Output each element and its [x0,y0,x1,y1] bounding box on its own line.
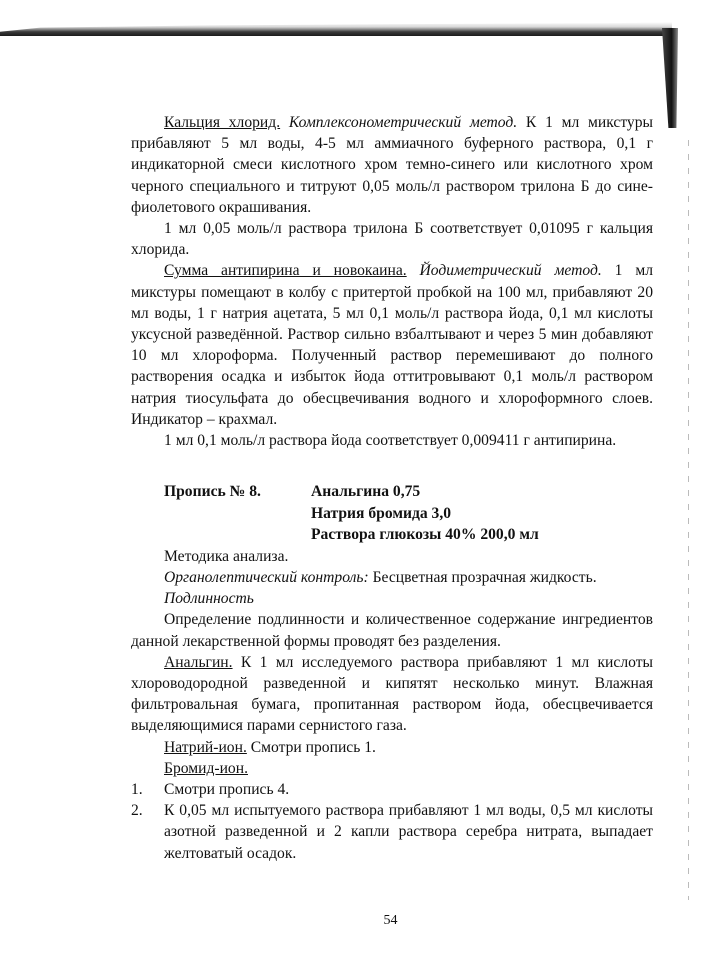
text-antipyrine-procedure: 1 мл микстуры помещают в колбу с притертой пробкой на 100 мл, прибавляют 20 мл воды, 1 г натрия ацетата, 5 мл 0,1 моль/л раствора йода, 0,1 мл кислоты уксусной разведённой. Раствор сильно взбалтывают и через 5 мин добавляют 10 мл хлороформа. Полученный раствор перемешивают до полного растворения осадка и избыток йода оттитровывают 0,1 моль/л раствором натрия тиосульфата до обесцвечивания водного и хлороформного слоев. Индикатор – крахмал. [131,262,653,428]
method-complexometric: Комплексонометрический метод. [288,114,518,131]
heading-calcium-chloride: Кальция хлорид. [164,114,281,131]
ingredient-glucose-solution: Раствора глюкозы 40% 200,0 мл [311,526,539,544]
prescription-label: Пропись № 8. [164,483,261,501]
list-item-text: Смотри пропись 4. [164,780,290,798]
list-item-number: 2. [131,802,143,820]
heading-authenticity: Подлинность [164,590,254,608]
bromide-test-list [131,779,653,864]
heading-bromide-ion: Бромид-ион. [164,759,248,777]
paragraph-organoleptic [131,567,653,588]
paragraph-sodium-ion [131,737,653,758]
paragraph-analgin [131,652,653,737]
heading-analysis-method: Методика анализа. [164,547,289,565]
label-organoleptic: Органолептический контроль: [164,568,369,586]
heading-sodium-ion: Натрий-ион. [164,738,247,756]
scan-edge-right [662,28,678,128]
scan-edge-right-line [688,140,689,900]
heading-analgin: Анальгин. [164,653,233,671]
text-organoleptic: Бесцветная прозрачная жидкость. [368,568,597,586]
text-sodium-ion: Смотри пропись 1. [246,738,376,756]
page-body [131,112,653,864]
page-number: 54 [383,913,398,928]
list-item-number: 1. [131,780,143,798]
list-item [131,779,653,800]
paragraph-antipyrine-novocaine [131,260,653,430]
text-calcium-procedure: К 1 мл микстуры прибавляют 5 мл воды, 4-5 мл аммиачного буферного раствора, 0,1 г индикаторной смеси кислотного хром темно-синего или кислотного хром черного специального и титруют 0,05 моль/л раствором трилона Б до сине-фиолетового окрашивания. [131,114,653,216]
heading-antipyrine-novocaine: Сумма антипирина и новокаина. [164,262,407,280]
paragraph-antipyrine-equivalent: 1 мл 0,1 моль/л раствора йода соответствует 0,009411 г антипирина. [164,432,617,450]
text-analgin: К 1 мл исследуемого раствора прибавляют 1 мл кислоты хлороводородной разведенной и кипятят несколько минут. Влажная фильтровальная бумага, пропитанная раствором йода, обесцвечивается выделяющимися парами сернистого газа. [131,653,653,735]
paragraph-authenticity: Определение подлинности и количественное содержание ингредиентов данной лекарственной формы проводят без разделения. [131,611,653,650]
prescription-block [164,481,653,546]
list-item-text: К 0,05 мл испытуемого раствора прибавляют 1 мл воды, 0,5 мл кислоты азотной разведенной и 2 капли раствора серебра нитрата, выпадает желтоватый осадок. [164,802,653,862]
list-item [131,800,653,864]
ingredient-sodium-bromide: Натрия бромида 3,0 [311,504,452,522]
paragraph-bromide-ion [131,758,653,779]
scan-edge-top [0,22,672,36]
ingredient-analgin: Анальгина 0,75 [311,483,421,501]
paragraph-calcium-equivalent: 1 мл 0,05 моль/л раствора трилона Б соответствует 0,01095 г кальция хлорида. [131,220,653,259]
paragraph-calcium-chloride [131,112,653,218]
method-iodimetric: Йодиметрический метод. [419,262,602,280]
